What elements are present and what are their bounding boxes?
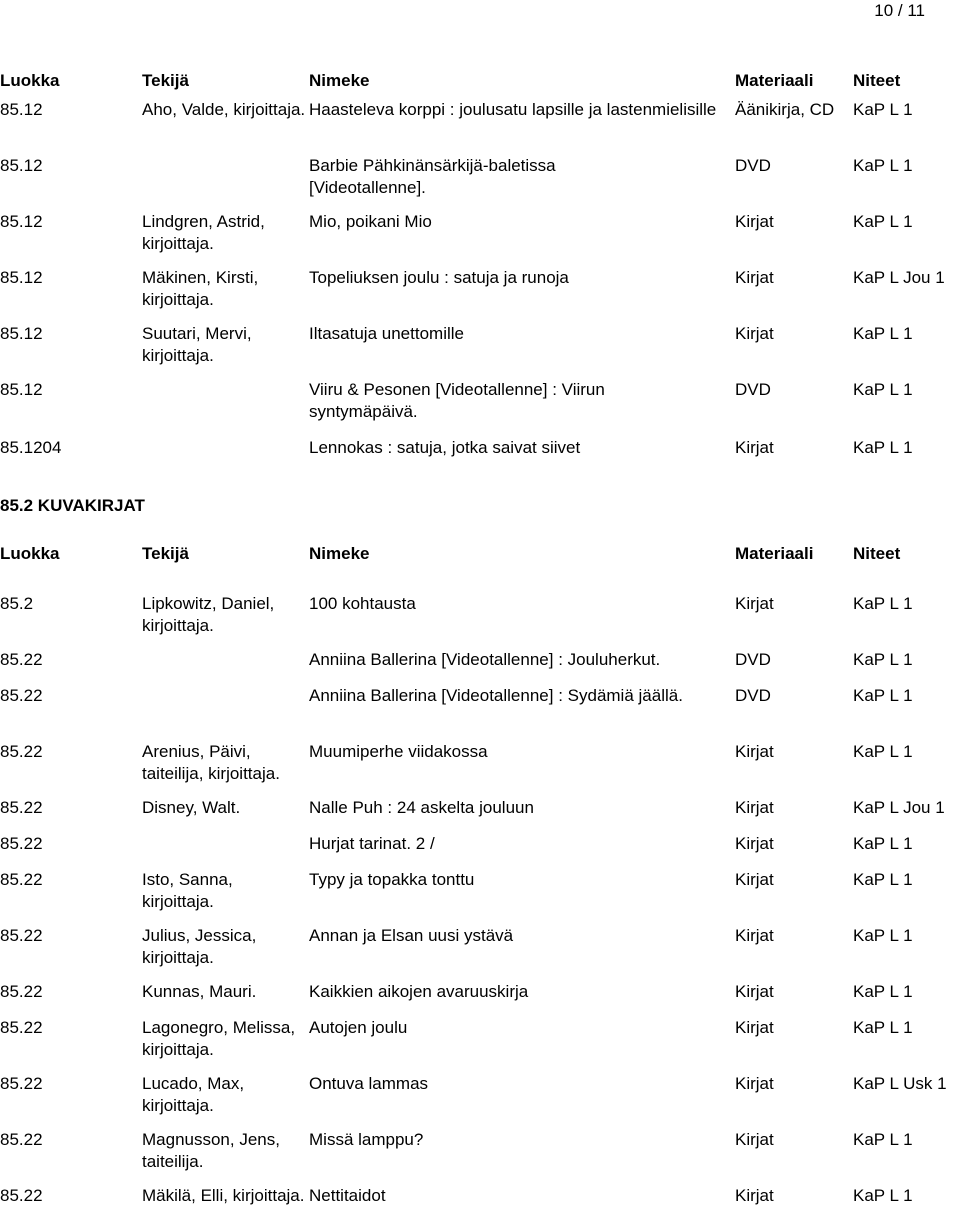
cell-luokka: 85.22 xyxy=(0,798,43,817)
cell-nimeke: Typy ja topakka tonttu xyxy=(309,870,475,889)
cell-niteet: KaP L Jou 1 xyxy=(853,798,945,817)
cell-niteet: KaP L 1 xyxy=(853,870,913,889)
cell-materiaali: Kirjat xyxy=(735,742,774,761)
cell-materiaali: Kirjat xyxy=(735,438,774,457)
cell-luokka: 85.22 xyxy=(0,870,43,889)
cell-niteet: KaP L Jou 1 xyxy=(853,268,945,287)
cell-tekija: Mäkilä, Elli, kirjoittaja. xyxy=(142,1186,305,1205)
cell-nimeke: Ontuva lammas xyxy=(309,1074,429,1093)
cell-luokka: 85.22 xyxy=(0,1018,43,1037)
cell-niteet: KaP L 1 xyxy=(853,324,913,343)
header-materiaali: Materiaali xyxy=(735,544,814,563)
cell-nimeke: Haasteleva korppi : joulusatu lapsille ja lastenmielisille xyxy=(309,100,717,119)
cell-tekija: Lindgren, Astrid, kirjoittaja. xyxy=(142,212,265,253)
cell-niteet: KaP L 1 xyxy=(853,742,913,761)
cell-materiaali: DVD xyxy=(735,650,771,669)
cell-niteet: KaP L 1 xyxy=(853,212,913,231)
cell-luokka: 85.22 xyxy=(0,686,43,705)
header-niteet: Niteet xyxy=(853,544,901,563)
cell-nimeke: Barbie Pähkinänsärkijä-baletissa [Videotallenne]. xyxy=(309,156,556,197)
cell-tekija: Julius, Jessica, kirjoittaja. xyxy=(142,926,257,967)
cell-niteet: KaP L 1 xyxy=(853,686,913,705)
header-nimeke: Nimeke xyxy=(309,71,370,90)
cell-niteet: KaP L 1 xyxy=(853,982,913,1001)
cell-niteet: KaP L 1 xyxy=(853,100,913,119)
cell-nimeke: Topeliuksen joulu : satuja ja runoja xyxy=(309,268,569,287)
cell-materiaali: Äänikirja, CD xyxy=(735,100,835,119)
cell-niteet: KaP L 1 xyxy=(853,834,913,853)
cell-niteet: KaP L 1 xyxy=(853,1130,913,1149)
cell-nimeke: Autojen joulu xyxy=(309,1018,408,1037)
cell-nimeke: Iltasatuja unettomille xyxy=(309,324,464,343)
cell-tekija: Isto, Sanna, kirjoittaja. xyxy=(142,870,233,911)
cell-materiaali: Kirjat xyxy=(735,926,774,945)
cell-tekija: Lagonegro, Melissa, kirjoittaja. xyxy=(142,1018,296,1059)
cell-niteet: KaP L 1 xyxy=(853,156,913,175)
cell-materiaali: Kirjat xyxy=(735,1130,774,1149)
cell-nimeke: Viiru & Pesonen [Videotallenne] : Viirun syntymäpäivä. xyxy=(309,380,605,421)
cell-niteet: KaP L 1 xyxy=(853,380,913,399)
header-luokka: Luokka xyxy=(0,544,60,563)
cell-nimeke: Hurjat tarinat. 2 / xyxy=(309,834,435,853)
cell-materiaali: DVD xyxy=(735,380,771,399)
cell-luokka: 85.22 xyxy=(0,1186,43,1205)
cell-luokka: 85.12 xyxy=(0,212,43,231)
cell-materiaali: Kirjat xyxy=(735,594,774,613)
header-tekija: Tekijä xyxy=(142,71,189,90)
cell-materiaali: Kirjat xyxy=(735,798,774,817)
cell-materiaali: Kirjat xyxy=(735,834,774,853)
cell-niteet: KaP L 1 xyxy=(853,438,913,457)
header-tekija: Tekijä xyxy=(142,544,189,563)
cell-tekija: Magnusson, Jens, taiteilija. xyxy=(142,1130,280,1171)
cell-materiaali: DVD xyxy=(735,156,771,175)
cell-nimeke: Mio, poikani Mio xyxy=(309,212,432,231)
cell-nimeke: Anniina Ballerina [Videotallenne] : Jouluherkut. xyxy=(309,650,661,669)
cell-materiaali: Kirjat xyxy=(735,324,774,343)
header-materiaali: Materiaali xyxy=(735,71,814,90)
cell-tekija: Arenius, Päivi, taiteilija, kirjoittaja. xyxy=(142,742,280,783)
cell-nimeke: Kaikkien aikojen avaruuskirja xyxy=(309,982,529,1001)
cell-materiaali: Kirjat xyxy=(735,1186,774,1205)
cell-luokka: 85.12 xyxy=(0,100,43,119)
cell-tekija: Suutari, Mervi, kirjoittaja. xyxy=(142,324,252,365)
section-title: 85.2 KUVAKIRJAT xyxy=(0,496,145,515)
cell-luokka: 85.12 xyxy=(0,156,43,175)
header-nimeke: Nimeke xyxy=(309,544,370,563)
cell-luokka: 85.12 xyxy=(0,380,43,399)
cell-nimeke: Missä lamppu? xyxy=(309,1130,424,1149)
cell-materiaali: Kirjat xyxy=(735,870,774,889)
cell-luokka: 85.22 xyxy=(0,1130,43,1149)
cell-niteet: KaP L 1 xyxy=(853,1186,913,1205)
cell-materiaali: Kirjat xyxy=(735,268,774,287)
cell-materiaali: Kirjat xyxy=(735,1018,774,1037)
cell-nimeke: Lennokas : satuja, jotka saivat siivet xyxy=(309,438,581,457)
cell-nimeke: 100 kohtausta xyxy=(309,594,416,613)
cell-tekija: Kunnas, Mauri. xyxy=(142,982,257,1001)
cell-niteet: KaP L 1 xyxy=(853,650,913,669)
cell-tekija: Disney, Walt. xyxy=(142,798,241,817)
cell-luokka: 85.2 xyxy=(0,594,34,613)
cell-luokka: 85.22 xyxy=(0,982,43,1001)
cell-tekija: Lucado, Max, kirjoittaja. xyxy=(142,1074,245,1115)
cell-tekija: Mäkinen, Kirsti, kirjoittaja. xyxy=(142,268,259,309)
cell-tekija: Aho, Valde, kirjoittaja. xyxy=(142,100,306,119)
cell-luokka: 85.22 xyxy=(0,834,43,853)
cell-niteet: KaP L 1 xyxy=(853,1018,913,1037)
cell-luokka: 85.22 xyxy=(0,742,43,761)
page-number: 10 / 11 xyxy=(874,1,925,20)
cell-luokka: 85.1204 xyxy=(0,438,62,457)
cell-luokka: 85.22 xyxy=(0,650,43,669)
cell-nimeke: Muumiperhe viidakossa xyxy=(309,742,488,761)
header-niteet: Niteet xyxy=(853,71,901,90)
cell-materiaali: DVD xyxy=(735,686,771,705)
header-luokka: Luokka xyxy=(0,71,60,90)
cell-niteet: KaP L 1 xyxy=(853,926,913,945)
cell-luokka: 85.22 xyxy=(0,926,43,945)
cell-materiaali: Kirjat xyxy=(735,1074,774,1093)
cell-luokka: 85.12 xyxy=(0,324,43,343)
cell-nimeke: Anniina Ballerina [Videotallenne] : Sydämiä jäällä. xyxy=(309,686,683,705)
cell-niteet: KaP L Usk 1 xyxy=(853,1074,947,1093)
cell-niteet: KaP L 1 xyxy=(853,594,913,613)
cell-materiaali: Kirjat xyxy=(735,982,774,1001)
cell-luokka: 85.12 xyxy=(0,268,43,287)
cell-nimeke: Nalle Puh : 24 askelta jouluun xyxy=(309,798,534,817)
cell-tekija: Lipkowitz, Daniel, kirjoittaja. xyxy=(142,594,275,635)
cell-materiaali: Kirjat xyxy=(735,212,774,231)
cell-nimeke: Annan ja Elsan uusi ystävä xyxy=(309,926,514,945)
cell-nimeke: Nettitaidot xyxy=(309,1186,386,1205)
cell-luokka: 85.22 xyxy=(0,1074,43,1093)
